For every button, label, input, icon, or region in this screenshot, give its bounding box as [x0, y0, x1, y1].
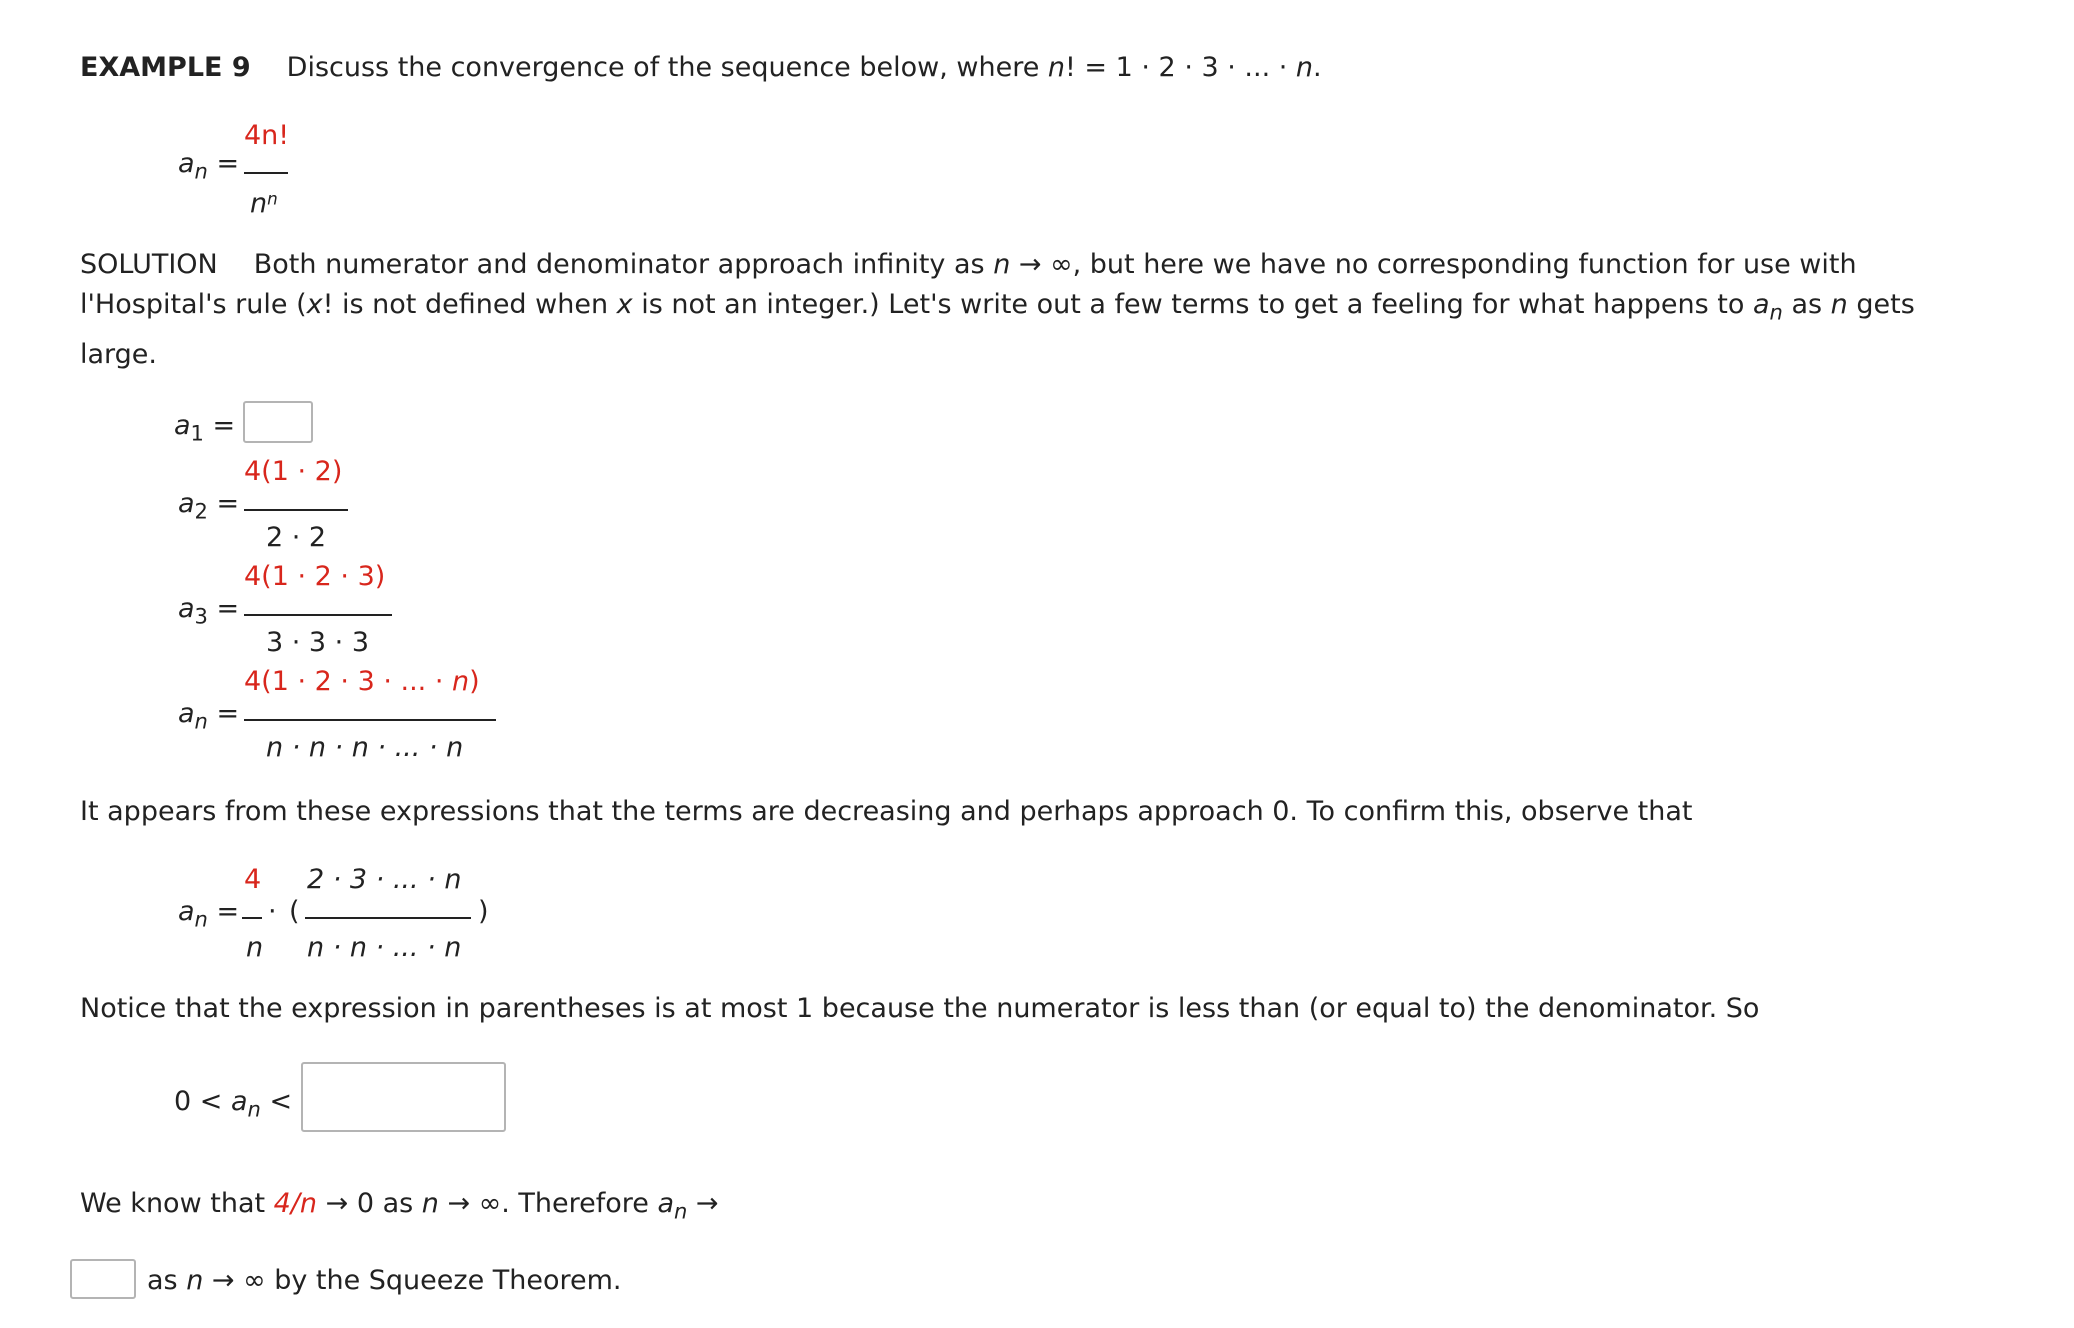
a2-lhs: $a_2$ =	[178, 488, 240, 524]
rewrite-open-paren: (	[289, 896, 300, 927]
an-numerator: 4(1 · 2 · 3 · ... · n)	[244, 666, 480, 697]
a2-denominator: 2 · 2	[266, 522, 327, 553]
definition-lhs: $a_n$ =	[178, 148, 240, 184]
rewrite-inner-numerator: 2 · 3 · ... · n	[307, 864, 462, 895]
example-heading: EXAMPLE 9 Discuss the convergence of the sequence below, where n! = 1 · 2 · 3 · ... · n.	[80, 52, 1322, 83]
rewrite-numerator-4: 4	[244, 864, 262, 895]
definition-denominator: $n^n$	[250, 188, 278, 219]
a3-lhs: $a_3$ =	[178, 593, 240, 629]
know-sentence: We know that 4/n → 0 as n → ∞. Therefore $a_n$ →	[80, 1188, 719, 1224]
a3-denominator: 3 · 3 · 3	[266, 627, 370, 658]
rewrite-small-bar	[242, 917, 262, 919]
limit-answer-input[interactable]	[70, 1259, 136, 1299]
rewrite-lhs: $a_n$ =	[178, 896, 240, 932]
squeeze-sentence: as n → ∞ by the Squeeze Theorem.	[147, 1265, 622, 1296]
solution-paragraph: SOLUTION Both numerator and denominator approach infinity as n → ∞, but here we have no corresponding function for use with l'Hospital's rule (x! is not defined when x is not an integer.) Let's write out a few terms to get a feeling for what happens to $a_n$ as n gets large.	[80, 249, 1915, 370]
a3-numerator: 4(1 · 2 · 3)	[244, 561, 386, 592]
observe-paragraph: It appears from these expressions that the terms are decreasing and perhaps approach 0. To confirm this, observe that	[80, 796, 1693, 827]
a1-lhs: $a_1$ =	[174, 410, 236, 446]
inequality: $0 < a_n$ <	[174, 1086, 293, 1122]
example-prompt: Discuss the convergence of the sequence below, where	[286, 52, 1048, 83]
rewrite-inner-denominator: n · n · ... · n	[307, 932, 462, 963]
definition-fraction-bar	[244, 172, 288, 174]
a1-answer-input[interactable]	[243, 401, 313, 443]
rewrite-close-paren: )	[478, 896, 489, 927]
solution-label: SOLUTION	[80, 249, 218, 280]
an-lhs: $a_n$ =	[178, 698, 240, 734]
upper-bound-input[interactable]	[301, 1062, 506, 1132]
rewrite-denominator-n: n	[246, 932, 264, 963]
a2-numerator: 4(1 · 2)	[244, 456, 343, 487]
notice-paragraph: Notice that the expression in parentheses is at most 1 because the numerator is less than (or equal to) the denominator. So	[80, 993, 1760, 1024]
example-label: EXAMPLE 9	[80, 52, 251, 83]
an-denominator: n · n · n · ... · n	[266, 732, 464, 763]
rewrite-inner-bar	[305, 917, 471, 919]
a3-fraction-bar	[244, 614, 392, 616]
definition-numerator: 4n!	[244, 120, 290, 151]
a2-fraction-bar	[244, 509, 348, 511]
rewrite-dot: ·	[268, 896, 277, 927]
an-fraction-bar	[244, 719, 496, 721]
